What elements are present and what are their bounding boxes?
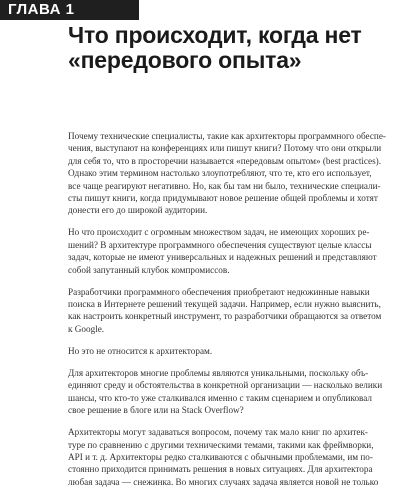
- text-line: к Google.: [68, 323, 105, 334]
- chapter-title-line: «передового опыта»: [68, 47, 302, 73]
- text-line: все чаще реагируют негативно. Но, как бы там ни было, технические специали-: [68, 180, 381, 191]
- text-line: Но что происходит с огромным множеством задач, не имеющих хороших ре-: [68, 227, 370, 238]
- text-line: Но это не относится к архитекторам.: [68, 345, 213, 356]
- text-line: Архитекторы могут задаваться вопросом, почему так мало книг по архитек-: [68, 427, 368, 438]
- chapter-title: [68, 23, 408, 73]
- paragraph: [68, 345, 368, 357]
- text-line: единяют среду и обстоятельства в конкретной организации — насколько велики: [68, 380, 383, 391]
- text-line: сты пишут книги, когда придумывают новое решение общей проблемы и хотят: [68, 193, 378, 204]
- text-line: как настроить конкретный инструмент, то разработчики обращаются за ответом: [68, 311, 382, 322]
- text-line: Разработчики программного обеспечения приобретают недюжинные навыки: [68, 286, 370, 297]
- paragraph: [68, 130, 386, 217]
- chapter-title-line: Что происходит, когда нет: [68, 22, 362, 48]
- text-line: для себя то, что в просторечии называется «передовым опытом» (best practices).: [68, 155, 382, 166]
- text-line: шансы, что кто-то уже сталкивался именно с таким сценарием и опубликовал: [68, 392, 373, 403]
- paragraph: [68, 226, 377, 276]
- text-line: Почему технические специалисты, такие как архитекторы программного обеспе-: [68, 131, 386, 141]
- text-line: любая задача — снежинка. Во многих случаях задача является новой не только: [68, 476, 379, 487]
- text-line: шений? В архитектуре программного обеспечения существуют целые классы: [68, 239, 372, 250]
- text-line: собой запутанный клубок компромиссов.: [68, 264, 230, 275]
- text-line: задач, которые не имеют универсальных и надежных решений и представляют: [68, 252, 377, 263]
- text-line: чения, выступают на конференциях или пишут книги? Потому что они открыли: [68, 143, 382, 154]
- text-line: Для архитекторов многие проблемы являются уникальными, поскольку объ-: [68, 367, 369, 378]
- chapter-label: ГЛАВА 1: [0, 0, 139, 20]
- text-line: поиска в Интернете решений текущей задачи. Например, если нужно выяснить,: [68, 299, 381, 310]
- paragraph: [68, 426, 379, 488]
- body-text: [68, 130, 386, 498]
- text-line: Однако этим термином настолько злоупотребляют, что те, кто его использует,: [68, 168, 372, 179]
- text-line: стоянно приходится принимать решения в новых ситуациях. Для архитектора: [68, 464, 373, 475]
- text-line: свое решение в блоге или на Stack Overflow?: [68, 405, 244, 416]
- text-line: туре по сравнению с другими техническими темами, такими как фреймворки,: [68, 439, 374, 450]
- text-line: донести его до широкой аудитории.: [68, 205, 208, 216]
- paragraph: [68, 367, 383, 417]
- paragraph: [68, 286, 382, 336]
- text-line: API и т. д. Архитекторы редко сталкиваются с обычными проблемами, им по-: [68, 451, 373, 462]
